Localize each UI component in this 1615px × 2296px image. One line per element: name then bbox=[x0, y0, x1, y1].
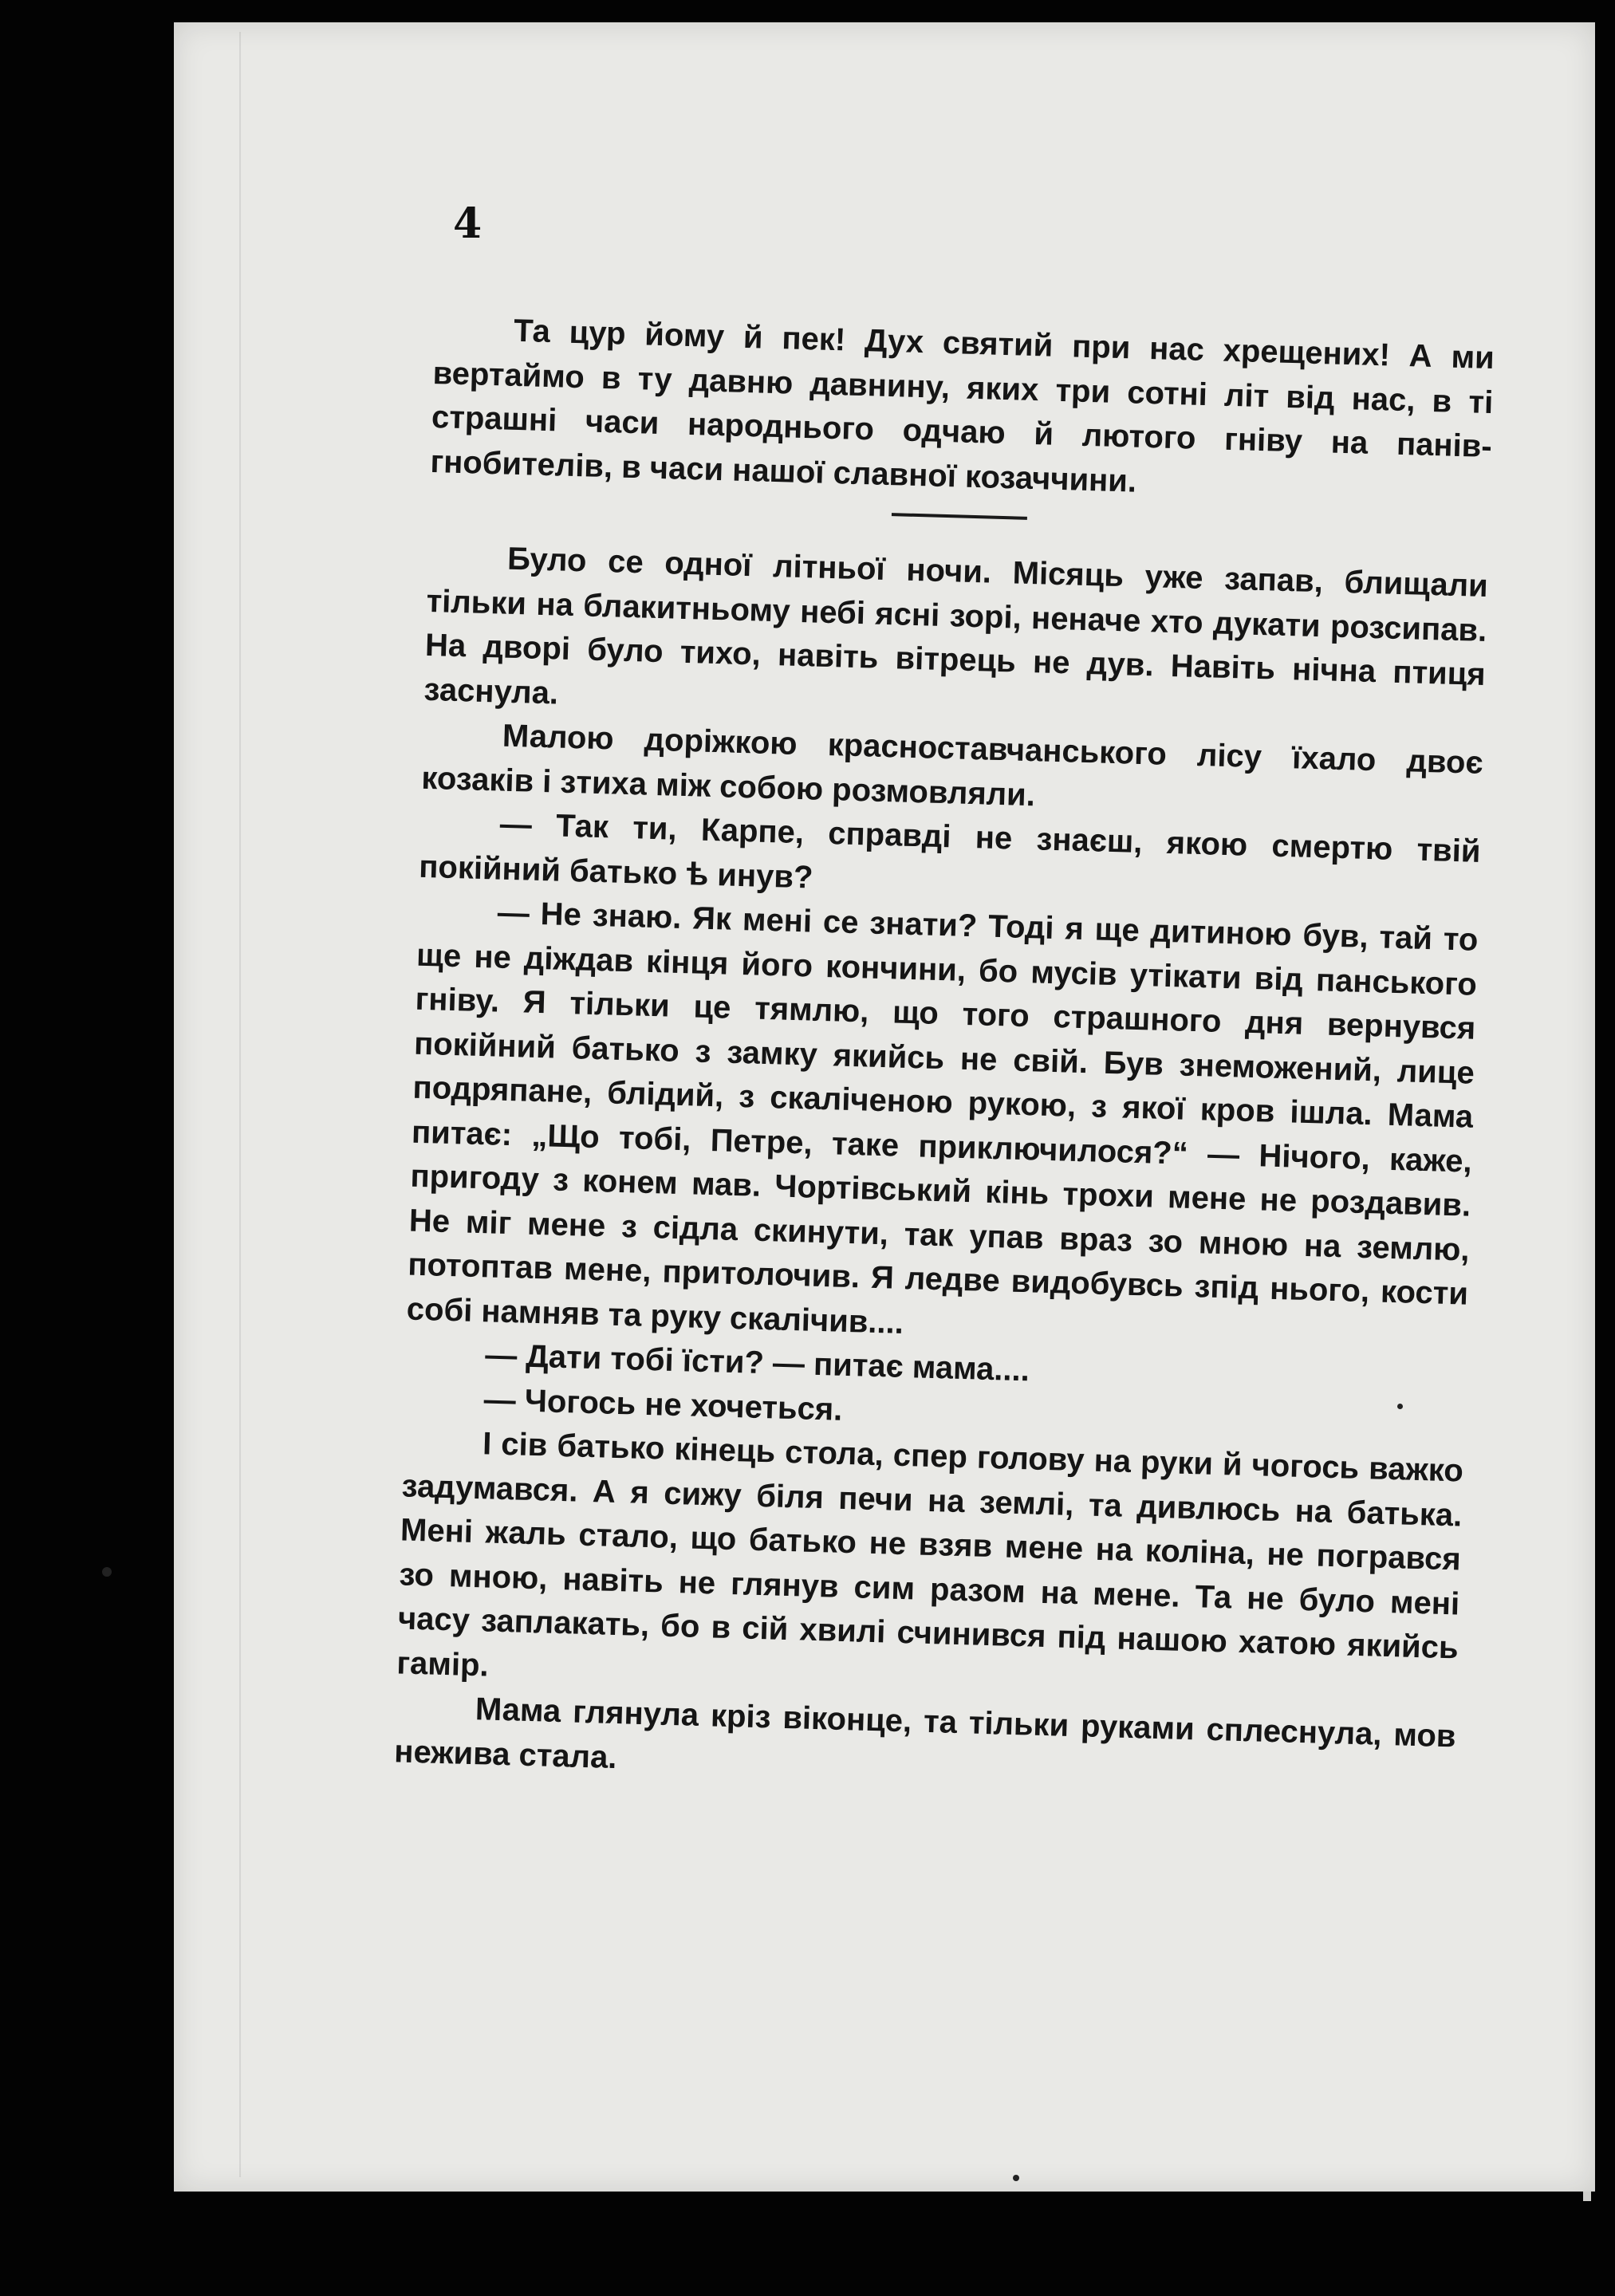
dust-speck bbox=[1397, 1404, 1403, 1409]
paragraph: Малою доріжкою красноставчанського лісу їхало двоє козаків і зтиха між собою розмовляли. bbox=[420, 718, 1484, 813]
paragraph: Мама глянула кріз віконце, та тільки руками сплеснула, мов нежива стала. bbox=[393, 1691, 1457, 1775]
paragraph: Було се одної літньої ночи. Місяць уже запав, блищали тільки на блакитньому небі ясні зорі, неначе хто дукати розсипав. На дворі було тихо, навіть вітрець не дув. Навіть нічна птиця заснула. bbox=[423, 541, 1489, 711]
dust-speck bbox=[1013, 2175, 1019, 2181]
intro-paragraph: Та цур йому й пек! Дух святий при нас хрещених! А ми вертаймо в ту давню давнину, яких три сотні літ від нас, в ті страшні часи народнього одчаю й лютого гніву на панів-гнобителів, в часи нашої славної козаччини. bbox=[429, 313, 1495, 499]
dialogue-line: — Чогось не хочеться. bbox=[483, 1381, 843, 1428]
dust-speck bbox=[102, 1567, 112, 1577]
paragraph: І сів батько кінець стола, спер голову на руки й чогось важко задумався. А я сижу біля печи на землі, та дивлюсь на батька. Мені жаль стало, що батько не взяв мене на коліна, не погрався зо мною, навіть не глянув сим разом на мене. Та не було мені часу заплакать, бо в сій хвилі счинився під нашою хатою якийсь гамір. bbox=[396, 1426, 1464, 1684]
section-divider bbox=[892, 513, 1027, 520]
page-fold-line bbox=[239, 32, 241, 2177]
page-text bbox=[394, 307, 1495, 1803]
page-number: 4 bbox=[453, 199, 483, 248]
dialogue-line: — Так ти, Карпе, справді не знаєш, якою смертю твій покійний батько ѣ инув? bbox=[418, 806, 1482, 896]
dialogue-line: — Дати тобі їсти? — питає мама.... bbox=[484, 1337, 1030, 1388]
dialogue-line: — Не знаю. Як мені се знати? Тоді я ще дитиною був, тай то ще не діждав кінця його кончини, бо мусів утікати від панського гніву. Я тільки це тямлю, що того страшного дня вернувся покійний батько з замку якийсь не свій. Був знеможений, лице подряпане, блідий, з скаліченою рукою, з якої кров ішла. Мама питає: „Що тобі, Петре, таке приключилося?“ — Нічого, каже, пригоду з конем мав. Чортівський кінь трохи мене не роздавив. Не міг мене з сідла скинути, так упав враз зо мною на землю, потоптав мене, притолочив. Я ледве видобувсь зпід нього, кости собі намняв та руку скалічив.... bbox=[406, 895, 1479, 1341]
